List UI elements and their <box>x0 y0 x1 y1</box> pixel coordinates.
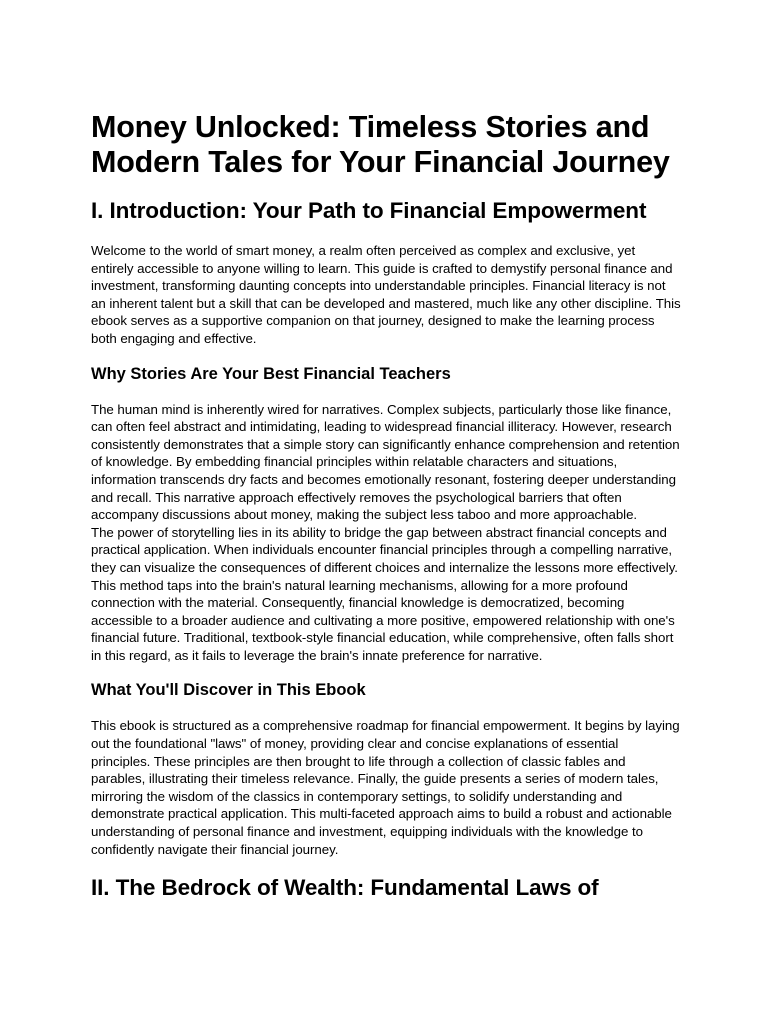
spacer <box>91 664 681 680</box>
subheading-what-youll-discover: What You'll Discover in This Ebook <box>91 681 366 700</box>
document-page <box>91 110 681 919</box>
subheading-why-stories: Why Stories Are Your Best Financial Teachers <box>91 364 451 383</box>
section-heading-introduction: I. Introduction: Your Path to Financial Empowerment <box>91 198 647 223</box>
discover-paragraph: This ebook is structured as a comprehensive roadmap for financial empowerment. It begins by laying out the foundational "laws" of money, providing clear and concise explanations of essential principles. These principles are then brought to life through a collection of classic fables and parables, illustrating their timeless relevance. Finally, the guide presents a series of modern tales, mirroring the wisdom of the classics in contemporary settings, to solidify understanding and demonstrate practical application. This multi-faceted approach aims to build a robust and actionable understanding of personal finance and investment, equipping individuals with the knowledge to confidently navigate their financial journey. <box>91 718 680 857</box>
why-stories-paragraph-2: The power of storytelling lies in its ability to bridge the gap between abstract financial concepts and practical application. When individuals encounter financial principles through a compelling narrative, they can visualize the consequences of different choices and internalize the lessons more effectively. This method taps into the brain's natural learning mechanisms, allowing for a more profound connection with the material. Consequently, financial knowledge is democratized, becoming accessible to a broader audience and cultivating a more positive, empowered relationship with one's financial future. Traditional, textbook-style financial education, while comprehensive, often falls short in this regard, as it fails to leverage the brain's innate preference for narrative. <box>91 524 678 663</box>
why-stories-paragraph-1: The human mind is inherently wired for narratives. Complex subjects, particularly those like finance, can often feel abstract and intimidating, leading to widespread financial illiteracy. However, research consistently demonstrates that a simple story can significantly enhance comprehension and retention of knowledge. By embedding financial principles within relatable characters and situations, information transcends dry facts and becomes emotionally resonant, fostering deeper understanding and recall. This narrative approach effectively removes the psychological barriers that often accompany discussions about money, making the subject less taboo and more approachable. <box>91 401 680 523</box>
section-heading-bedrock: II. The Bedrock of Wealth: Fundamental Laws of <box>91 875 599 901</box>
spacer <box>91 348 681 364</box>
document-title: Money Unlocked: Timeless Stories and Modern Tales for Your Financial Journey <box>91 110 670 179</box>
intro-paragraph: Welcome to the world of smart money, a realm often perceived as complex and exclusive, yet entirely accessible to anyone willing to learn. This guide is crafted to demystify personal finance and investment, transforming daunting concepts into understandable principles. Financial literacy is not an inherent talent but a skill that can be developed and mastered, much like any other discipline. This ebook serves as a supportive companion on that journey, designed to make the learning process both engaging and effective. <box>91 243 681 346</box>
